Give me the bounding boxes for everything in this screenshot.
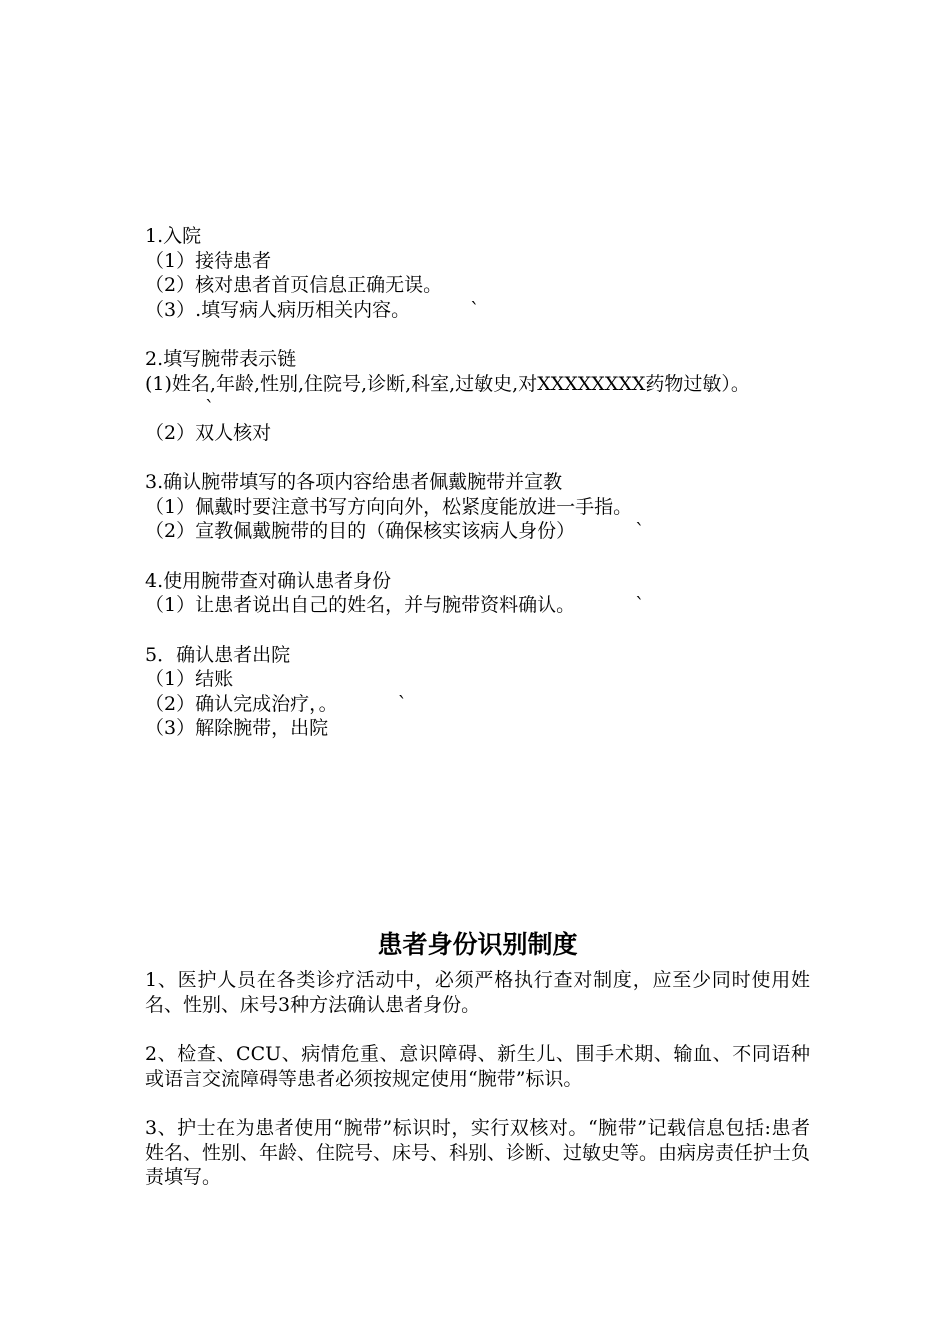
step-title: 3.确认腕带填写的各项内容给患者佩戴腕带并宣教: [145, 471, 563, 493]
step-item-text: (1)姓名,年龄,性别,住院号,诊断,科室,过敏史,对XXXXXXXX药物过敏）。: [145, 372, 750, 395]
step-item-with-tick: [145, 372, 810, 421]
policy-title: 患者身份识别制度: [377, 930, 578, 959]
procedure-steps: [145, 224, 810, 766]
step-admission: [145, 224, 810, 322]
step-item: （1）佩戴时要注意书写方向向外，松紧度能放进一手指。: [145, 495, 633, 518]
identity-policy: [145, 928, 810, 1215]
step-title: 5．确认患者出院: [145, 643, 291, 666]
step-item-with-tick: [145, 593, 810, 618]
step-item-text: （1）让患者说出自己的姓名，并与腕带资料确认。: [145, 594, 576, 616]
tick-mark: `: [470, 298, 480, 321]
step-item-text: （3）.填写病人病历相关内容。: [145, 298, 411, 321]
step-item: （2）核对患者首页信息正确无误。: [145, 274, 443, 296]
step-item-with-tick: [145, 692, 810, 717]
step-identity-check: [145, 569, 810, 618]
step-item-text: （2）确认完成治疗，。: [145, 692, 338, 715]
tick-mark: `: [205, 397, 215, 419]
tick-mark: `: [397, 692, 408, 715]
step-title: 4.使用腕带查对确认患者身份: [145, 569, 392, 592]
step-wristband-fill: [145, 347, 810, 445]
step-discharge: [145, 643, 810, 741]
tick-mark: `: [635, 520, 645, 542]
step-wristband-wear: [145, 470, 810, 544]
step-item-with-tick: [145, 519, 810, 544]
step-item-text: （2）宣教佩戴腕带的目的（确保核实该病人身份）: [145, 520, 576, 542]
step-title: 2.填写腕带表示链: [145, 348, 297, 370]
policy-paragraph: 1、医护人员在各类诊疗活动中，必须严格执行查对制度，应至少同时使用姓名、性别、床号3种方法确认患者身份。: [145, 969, 810, 1016]
tick-mark: `: [635, 594, 645, 616]
policy-paragraph: 2、检查、CCU、病情危重、意识障碍、新生儿、围手术期、输血、不同语种或语言交流障碍等患者必须按规定使用“腕带”标识。: [145, 1043, 810, 1090]
step-item-with-tick: [145, 298, 810, 323]
step-item: （2）双人核对: [145, 421, 272, 444]
step-title: 1.入院: [145, 225, 202, 247]
policy-paragraph: 3、护士在为患者使用“腕带”标识时，实行双核对。“腕带”记载信息包括:患者姓名、性别、年龄、住院号、床号、科别、诊断、过敏史等。由病房责任护士负责填写。: [145, 1117, 811, 1188]
step-item: （1）接待患者: [145, 249, 272, 272]
step-item: （1）结账: [145, 668, 234, 690]
step-item: （3）解除腕带，出院: [145, 717, 329, 739]
